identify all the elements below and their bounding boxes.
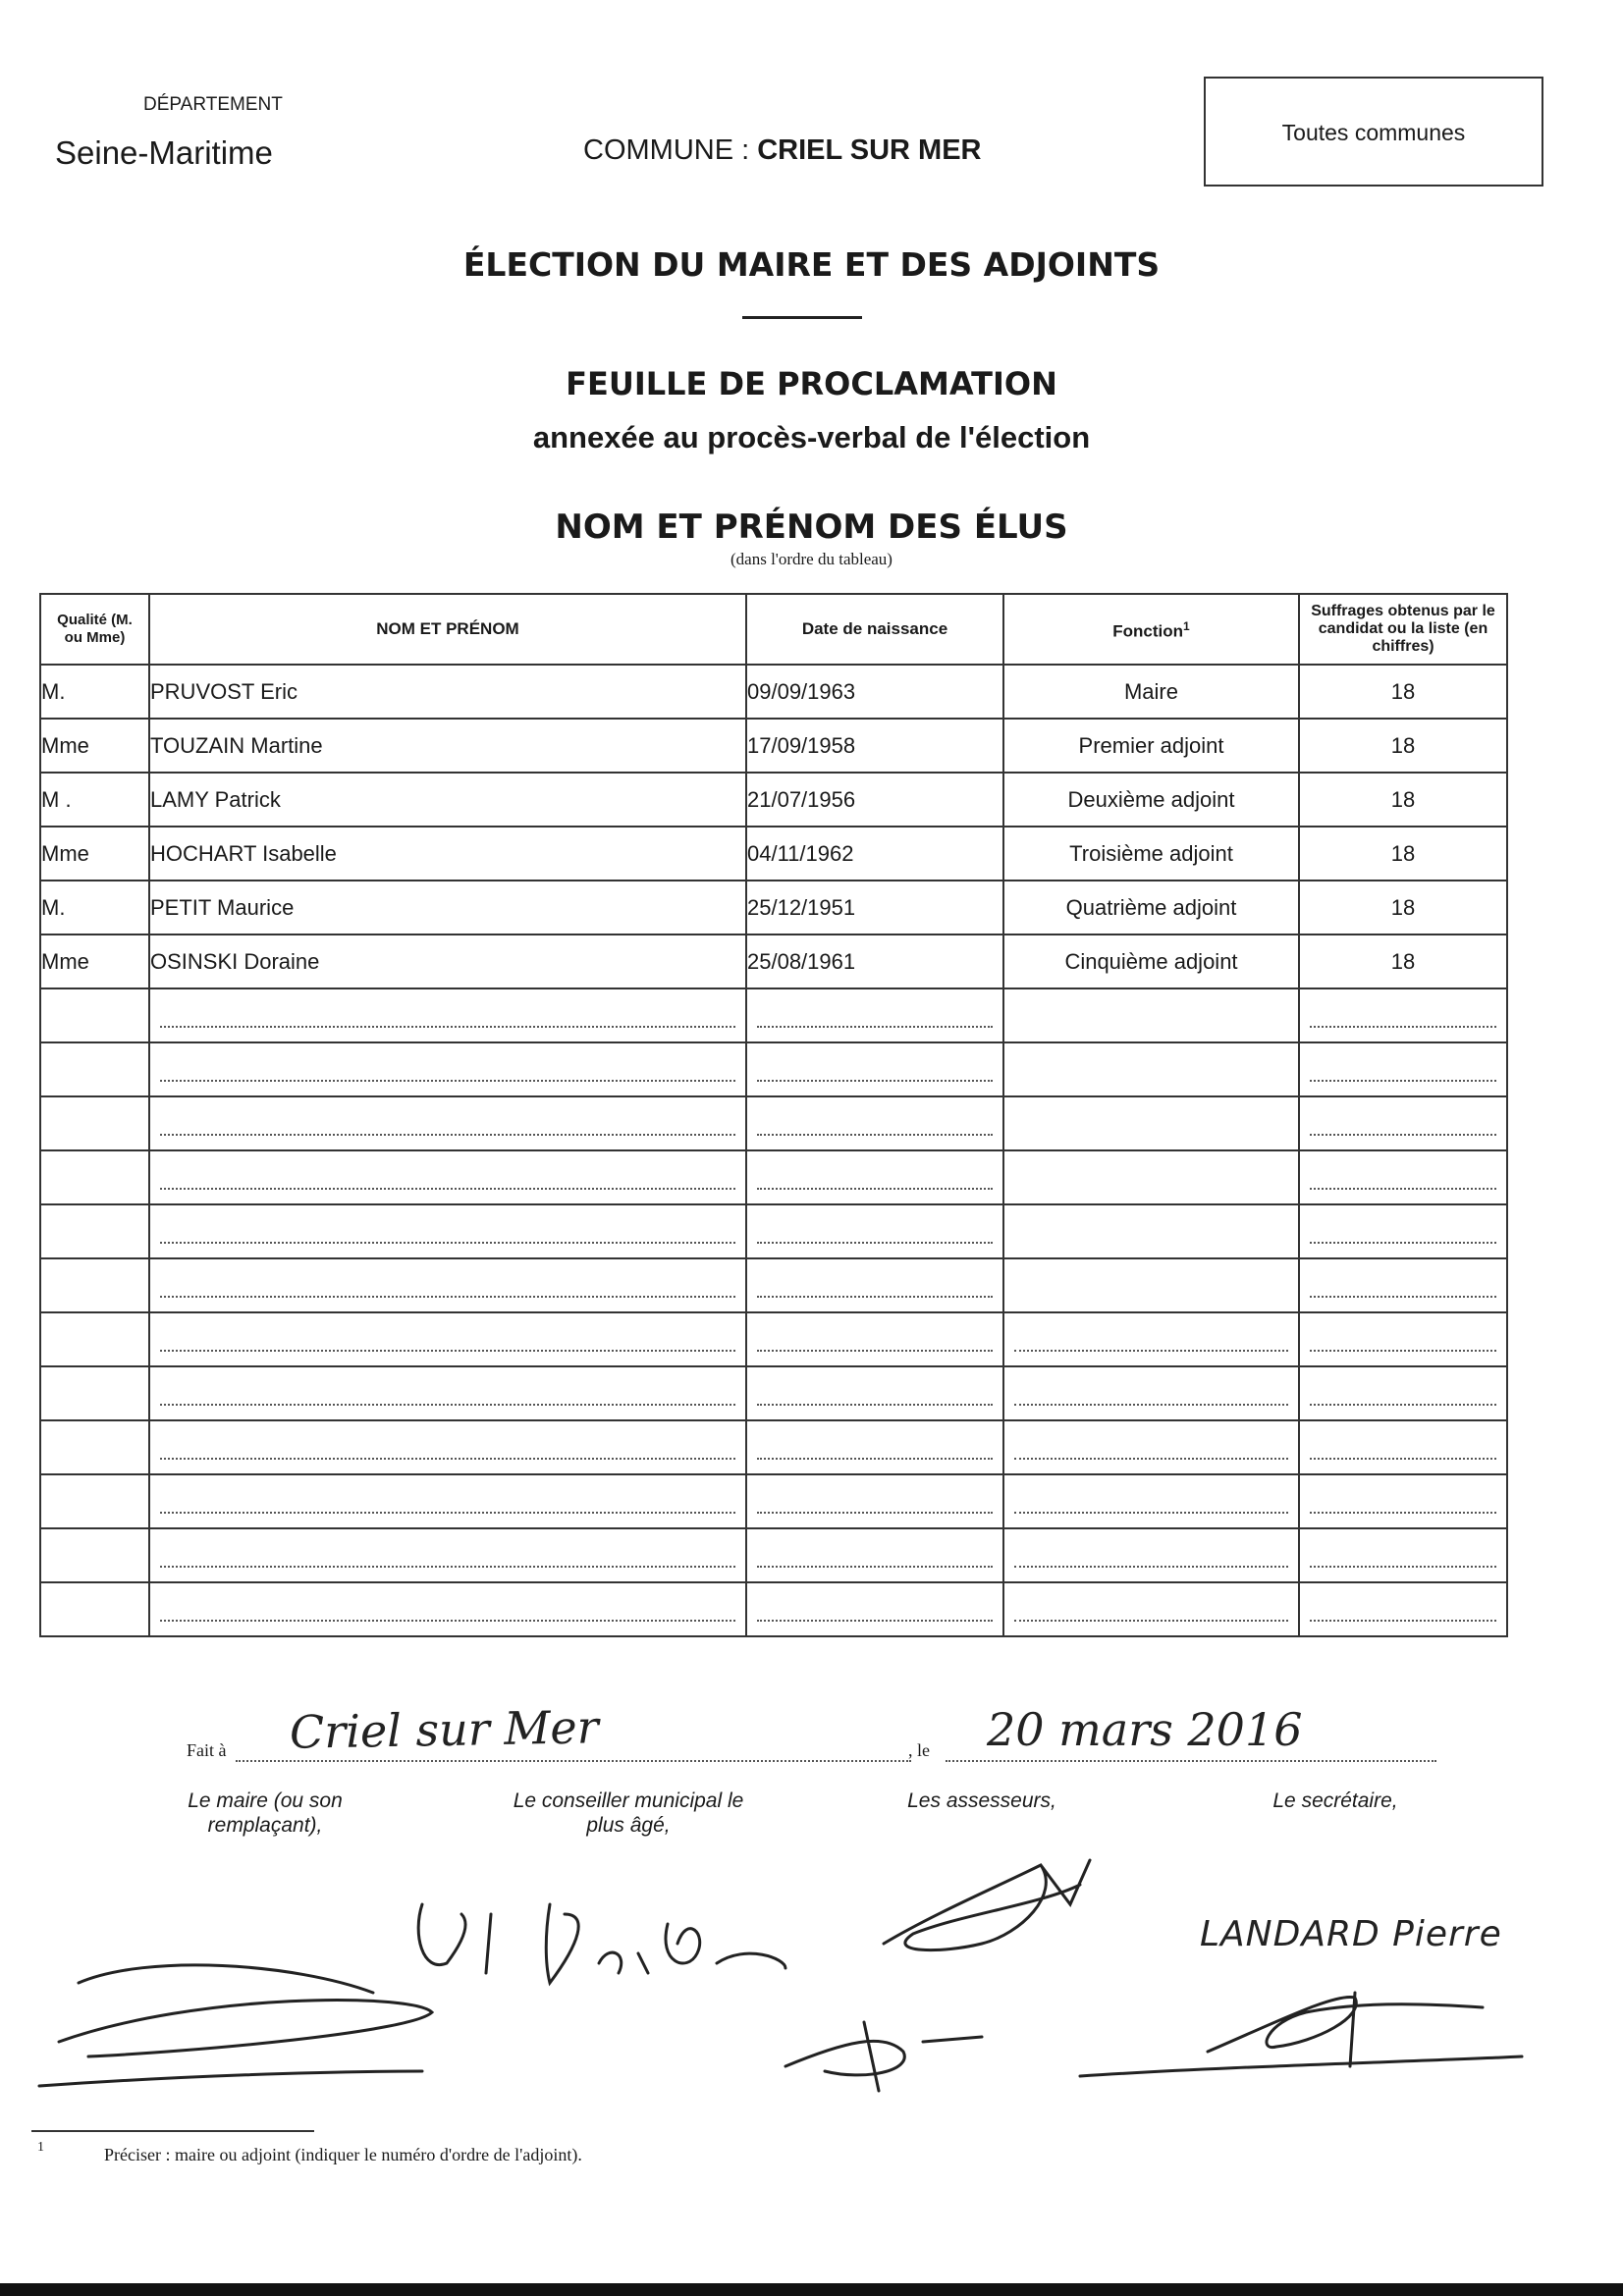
cell-suffrages: 18 (1299, 773, 1507, 827)
dotted-fill-line (160, 1512, 735, 1514)
empty-table-row (40, 1204, 1507, 1258)
empty-cell (40, 988, 149, 1042)
dotted-fill-line (757, 1026, 993, 1028)
department-value: Seine-Maritime (55, 134, 273, 171)
dotted-fill-line (1310, 1242, 1496, 1244)
commune-scope-box (1204, 77, 1543, 187)
cell-fonction: Premier adjoint (1003, 719, 1299, 773)
empty-cell (1299, 1474, 1507, 1528)
cell-fonction: Cinquième adjoint (1003, 934, 1299, 988)
header-nom: NOM ET PRÉNOM (149, 594, 746, 665)
dotted-fill-line (1014, 1566, 1288, 1568)
empty-table-row (40, 1150, 1507, 1204)
empty-cell (1003, 1042, 1299, 1096)
empty-table-row (40, 1096, 1507, 1150)
dotted-fill-line (160, 1242, 735, 1244)
empty-cell (1299, 1366, 1507, 1420)
dotted-fill-line (757, 1620, 993, 1622)
dotted-fill-line (757, 1134, 993, 1136)
cell-suffrages: 18 (1299, 665, 1507, 719)
empty-cell (746, 1420, 1003, 1474)
commune-value: CRIEL SUR MER (757, 134, 982, 166)
commune-scope-label: Toutes communes (1281, 120, 1466, 145)
empty-table-row (40, 1312, 1507, 1366)
empty-table-row (40, 1258, 1507, 1312)
cell-nom: LAMY Patrick (149, 773, 746, 827)
dotted-fill-line (160, 1296, 735, 1298)
empty-cell (40, 1258, 149, 1312)
proclamation-title: FEUILLE DE PROCLAMATION (566, 365, 1057, 402)
annex-subtitle: annexée au procès-verbal de l'élection (532, 420, 1091, 454)
empty-cell (746, 1366, 1003, 1420)
dotted-fill-line (160, 1188, 735, 1190)
empty-cell (40, 1474, 149, 1528)
footnote-mark: 1 (37, 2140, 44, 2155)
empty-cell (746, 1204, 1003, 1258)
dotted-fill-line (160, 1404, 735, 1406)
footnote-text: Préciser : maire ou adjoint (indiquer le numéro d'ordre de l'adjoint). (104, 2145, 582, 2164)
dotted-fill-line (1310, 1026, 1496, 1028)
empty-cell (1003, 1204, 1299, 1258)
empty-cell (1299, 1042, 1507, 1096)
empty-cell (149, 1474, 746, 1528)
secretary-signature-scribble (1080, 1993, 1522, 2076)
dotted-fill-line (757, 1350, 993, 1352)
maire-signature (39, 1965, 432, 2086)
empty-cell (1003, 1258, 1299, 1312)
cell-qualite: Mme (40, 719, 149, 773)
cell-nom: PRUVOST Eric (149, 665, 746, 719)
empty-cell (40, 1582, 149, 1636)
cell-qualite: M. (40, 665, 149, 719)
election-title: ÉLECTION DU MAIRE ET DES ADJOINTS (462, 245, 1161, 284)
empty-cell (40, 1096, 149, 1150)
header-fonction-label: Fonction (1112, 621, 1184, 641)
empty-cell (746, 1528, 1003, 1582)
empty-table-row (40, 1582, 1507, 1636)
department-label: DÉPARTEMENT (143, 94, 283, 115)
empty-cell (149, 1150, 746, 1204)
empty-cell (40, 1528, 149, 1582)
cell-nom: HOCHART Isabelle (149, 827, 746, 881)
empty-cell (746, 1582, 1003, 1636)
dotted-fill-line (1014, 1458, 1288, 1460)
empty-cell (1299, 1096, 1507, 1150)
empty-cell (1299, 988, 1507, 1042)
cell-nom: PETIT Maurice (149, 881, 746, 934)
dotted-fill-line (1014, 1350, 1288, 1352)
maire-signature-label: Le maire (ou son remplaçant), (188, 1789, 343, 1837)
empty-cell (1299, 1150, 1507, 1204)
date-handwritten: 20 mars 2016 (987, 1703, 1303, 1756)
cell-suffrages: 18 (1299, 719, 1507, 773)
empty-cell (1299, 1528, 1507, 1582)
conseiller-signature-label: Le conseiller municipal le plus âgé, (513, 1789, 744, 1837)
cell-date: 25/12/1951 (746, 881, 1003, 934)
empty-cell (40, 1150, 149, 1204)
assesseurs-signature-label: Les assesseurs, (907, 1789, 1056, 1812)
empty-cell (1299, 1258, 1507, 1312)
dotted-fill-line (1310, 1404, 1496, 1406)
empty-table-row (40, 1042, 1507, 1096)
header-date: Date de naissance (746, 594, 1003, 665)
dotted-fill-line (160, 1458, 735, 1460)
empty-cell (1299, 1582, 1507, 1636)
empty-table-row (40, 1474, 1507, 1528)
dotted-fill-line (160, 1566, 735, 1568)
empty-cell (1003, 1150, 1299, 1204)
empty-cell (1003, 988, 1299, 1042)
secretaire-signature-label: Le secrétaire, (1272, 1789, 1398, 1812)
fait-dotted-line (236, 1760, 911, 1762)
empty-cell (149, 1312, 746, 1366)
dotted-fill-line (757, 1188, 993, 1190)
cell-qualite: M. (40, 881, 149, 934)
dotted-fill-line (1310, 1620, 1496, 1622)
empty-cell (746, 1042, 1003, 1096)
dotted-fill-line (160, 1620, 735, 1622)
cell-date: 17/09/1958 (746, 719, 1003, 773)
date-dotted-line (946, 1760, 1436, 1762)
table-row (40, 881, 1507, 934)
empty-cell (746, 1258, 1003, 1312)
empty-cell (1299, 1420, 1507, 1474)
dotted-fill-line (1310, 1458, 1496, 1460)
cell-fonction: Troisième adjoint (1003, 827, 1299, 881)
dotted-fill-line (1310, 1566, 1496, 1568)
dotted-fill-line (1310, 1296, 1496, 1298)
cell-qualite: M . (40, 773, 149, 827)
scan-bottom-edge (0, 2283, 1623, 2296)
empty-cell (149, 1420, 746, 1474)
table-row (40, 827, 1507, 881)
empty-cell (1003, 1474, 1299, 1528)
dotted-fill-line (1014, 1512, 1288, 1514)
empty-cell (1003, 1366, 1299, 1420)
footnote-divider (31, 2130, 314, 2132)
empty-cell (40, 1420, 149, 1474)
empty-cell (1299, 1204, 1507, 1258)
dotted-fill-line (757, 1296, 993, 1298)
cell-nom: TOUZAIN Martine (149, 719, 746, 773)
empty-cell (1003, 1528, 1299, 1582)
empty-cell (40, 1042, 149, 1096)
dotted-fill-line (1014, 1404, 1288, 1406)
empty-table-row (40, 1420, 1507, 1474)
empty-cell (746, 1150, 1003, 1204)
fait-place-handwritten: Criel sur Mer (289, 1700, 600, 1759)
empty-cell (40, 1204, 149, 1258)
empty-table-row (40, 1528, 1507, 1582)
fait-label: Fait à (187, 1740, 227, 1760)
conseiller-signature (418, 1904, 785, 1983)
empty-cell (149, 1528, 746, 1582)
cell-date: 25/08/1961 (746, 934, 1003, 988)
table-row (40, 665, 1507, 719)
empty-cell (1003, 1096, 1299, 1150)
dotted-fill-line (757, 1242, 993, 1244)
cell-fonction: Maire (1003, 665, 1299, 719)
empty-cell (149, 1582, 746, 1636)
empty-cell (149, 1204, 746, 1258)
cell-suffrages: 18 (1299, 934, 1507, 988)
table-row (40, 934, 1507, 988)
table-row (40, 719, 1507, 773)
title-divider (742, 316, 862, 319)
empty-cell (1003, 1312, 1299, 1366)
empty-cell (149, 1096, 746, 1150)
dotted-fill-line (757, 1566, 993, 1568)
empty-cell (40, 1366, 149, 1420)
assesseur-signature-1 (884, 1860, 1090, 1950)
dotted-fill-line (1310, 1350, 1496, 1352)
dotted-fill-line (757, 1458, 993, 1460)
empty-cell (149, 988, 746, 1042)
empty-cell (746, 1474, 1003, 1528)
assesseur-signature-2 (785, 2022, 982, 2091)
dotted-fill-line (160, 1134, 735, 1136)
commune-heading (583, 134, 982, 167)
dotted-fill-line (160, 1350, 735, 1352)
cell-suffrages: 18 (1299, 881, 1507, 934)
cell-date: 04/11/1962 (746, 827, 1003, 881)
empty-cell (746, 988, 1003, 1042)
secretary-name-handwritten: LANDARD Pierre (1200, 1914, 1502, 1954)
dotted-fill-line (757, 1404, 993, 1406)
cell-nom: OSINSKI Doraine (149, 934, 746, 988)
dotted-fill-line (160, 1026, 735, 1028)
table-row (40, 773, 1507, 827)
date-label: , le (908, 1740, 930, 1760)
empty-cell (149, 1042, 746, 1096)
dotted-fill-line (1310, 1080, 1496, 1082)
cell-suffrages: 18 (1299, 827, 1507, 881)
header-suffrages: Suffrages obtenus par le candidat ou la liste (en chiffres) (1299, 594, 1507, 665)
dotted-fill-line (1310, 1512, 1496, 1514)
header-fonction (1003, 594, 1299, 665)
cell-date: 21/07/1956 (746, 773, 1003, 827)
empty-cell (1003, 1420, 1299, 1474)
empty-cell (1003, 1582, 1299, 1636)
cell-qualite: Mme (40, 934, 149, 988)
dotted-fill-line (757, 1512, 993, 1514)
empty-cell (746, 1096, 1003, 1150)
dotted-fill-line (1310, 1134, 1496, 1136)
dotted-fill-line (757, 1080, 993, 1082)
dotted-fill-line (160, 1080, 735, 1082)
handwritten-signatures (0, 1845, 1623, 2130)
empty-cell (149, 1366, 746, 1420)
dotted-fill-line (1310, 1188, 1496, 1190)
order-note: (dans l'ordre du tableau) (730, 550, 893, 568)
empty-cell (746, 1312, 1003, 1366)
elected-officials-table (39, 593, 1508, 1637)
cell-fonction: Deuxième adjoint (1003, 773, 1299, 827)
cell-date: 09/09/1963 (746, 665, 1003, 719)
header-qualite: Qualité (M. ou Mme) (40, 594, 149, 665)
table-header-row (40, 594, 1507, 665)
dotted-fill-line (1014, 1620, 1288, 1622)
commune-label: COMMUNE : (583, 134, 750, 166)
empty-table-row (40, 988, 1507, 1042)
empty-cell (1299, 1312, 1507, 1366)
empty-cell (40, 1312, 149, 1366)
elected-names-title: NOM ET PRÉNOM DES ÉLUS (555, 507, 1068, 547)
cell-qualite: Mme (40, 827, 149, 881)
cell-fonction: Quatrième adjoint (1003, 881, 1299, 934)
footnote-ref: 1 (1183, 619, 1190, 634)
empty-table-row (40, 1366, 1507, 1420)
empty-cell (149, 1258, 746, 1312)
